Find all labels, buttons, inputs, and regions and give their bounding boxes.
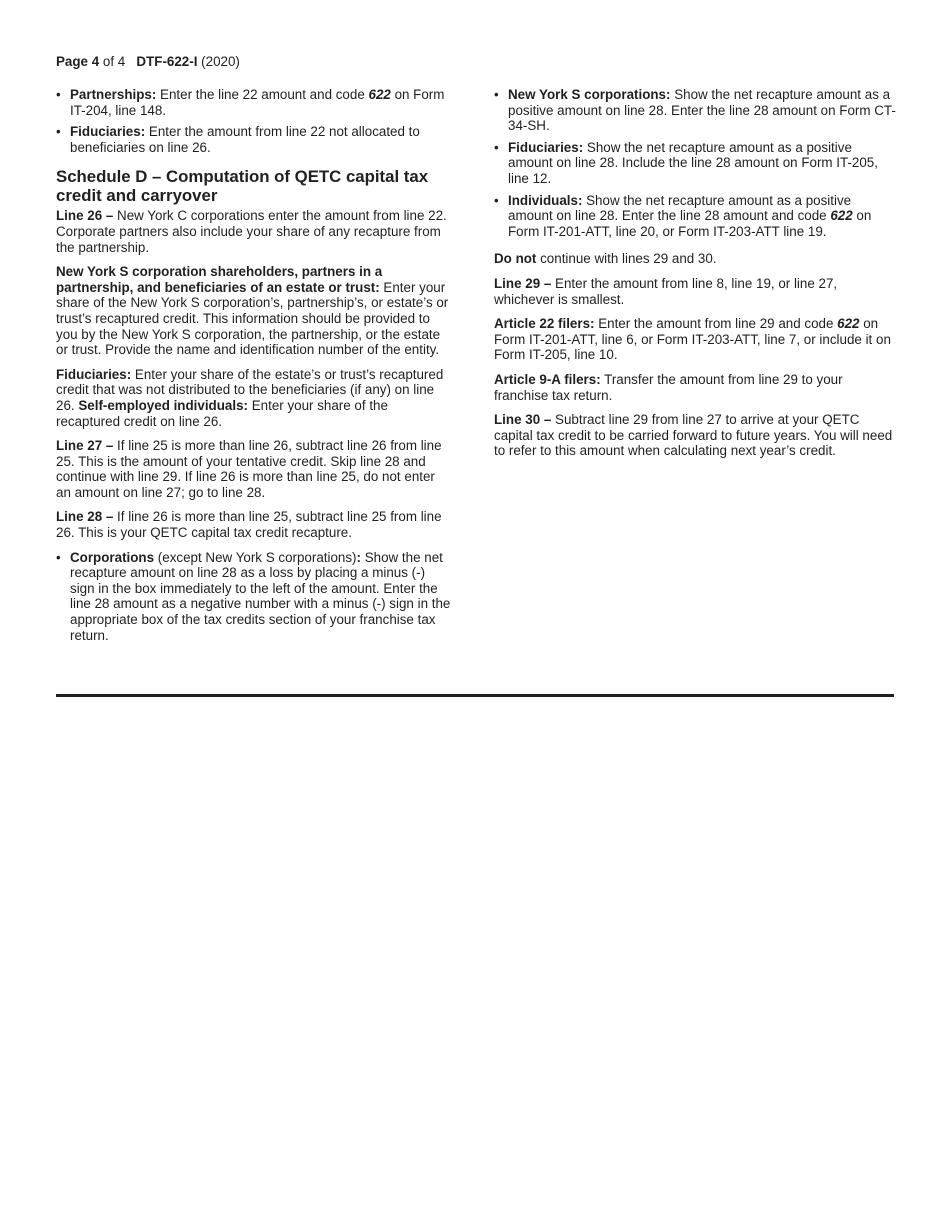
line-30-instruction: Line 30 – Subtract line 29 from line 27 to arrive at your QETC capital tax credit to be carried forward to future years. You will need to refer to this amount when calculating next year’s credit. — [494, 412, 893, 459]
line-29-instruction: Line 29 – Enter the amount from line 8, line 19, or line 27, whichever is smallest. — [494, 275, 838, 307]
article-22-instruction: Article 22 filers: Enter the amount from line 29 and code 622 on Form IT-201-ATT, line 6, or Form IT-203-ATT, line 7, or include it on Form IT-205, line 10. — [494, 316, 891, 363]
line-27-instruction: Line 27 – If line 25 is more than line 26, subtract line 26 from line 25. This is the amount of your tentative credit. Skip line 28 and continue with line 29. If line 26 is more than line 25, do not enter an amount on line 27; go to line 28. — [56, 438, 442, 500]
article-9a-instruction: Article 9-A filers: Transfer the amount from line 29 to your franchise tax return. — [494, 371, 843, 403]
page-total: of 4 — [99, 54, 126, 69]
section-divider — [56, 694, 894, 697]
page-header — [56, 54, 240, 70]
form-year: (2020) — [197, 54, 240, 69]
recapture-bullets — [494, 87, 898, 239]
shareholders-instruction: New York S corporation shareholders, partners in a partnership, and beneficiaries of an estate or trust: Enter your share of the New York S corporation’s, partnership’s, or estate’s or trust’s recaptured credit. This information should be provided to you by the New York S corporation, the partnership, or the estate or trust. Provide the name and identification number of the entity. — [56, 264, 449, 358]
list-item: • Fiduciaries: Enter the amount from line 22 not allocated to beneficiaries on line 26. — [56, 124, 452, 155]
list-item: • Fiduciaries: Show the net recapture amount as a positive amount on line 28. Include the line 28 amount on Form IT-205, line 12. — [494, 140, 898, 187]
list-item: • New York S corporations: Show the net recapture amount as a positive amount on line 28. Enter the line 28 amount on Form CT-34-SH. — [494, 87, 898, 134]
list-item: • Partnerships: Enter the line 22 amount and code 622 on Form IT-204, line 148. — [56, 87, 452, 118]
list-item: • Individuals: Show the net recapture amount as a positive amount on line 28. Enter the line 28 amount and code 622 on Form IT-201-ATT, line 20, or Form IT-203-ATT line 19. — [494, 193, 898, 240]
corporation-bullets — [56, 550, 452, 644]
page-number: Page 4 — [56, 54, 100, 69]
partner-bullets — [56, 87, 452, 155]
form-id: DTF-622-I — [136, 54, 198, 69]
fiduciaries-instruction: Fiduciaries: Enter your share of the estate’s or trust’s recaptured credit that was not distributed to the beneficiaries (if any) on line 26. Self-employed individuals: Enter your share of the recaptured credit on line 26. — [56, 366, 444, 429]
right-column — [494, 87, 898, 468]
schedule-d-title: Schedule D – Computation of QETC capital tax credit and carryover — [56, 167, 429, 206]
left-column — [56, 87, 452, 655]
line-26-instruction: Line 26 – New York C corporations enter the amount from line 22. Corporate partners also include your share of any recapture from the partnership. — [56, 208, 447, 255]
line-28-instruction: Line 28 – If line 26 is more than line 25, subtract line 25 from line 26. This is your QETC capital tax credit recapture. — [56, 509, 442, 541]
do-not-continue: Do not continue with lines 29 and 30. — [494, 251, 717, 267]
list-item: • Corporations (except New York S corporations): Show the net recapture amount on line 28 as a loss by placing a minus (-) sign in the box immediately to the left of the amount. Enter the line 28 amount as a negative number with a minus (-) sign in the appropriate box of the tax credits section of your franchise tax return. — [56, 550, 452, 644]
